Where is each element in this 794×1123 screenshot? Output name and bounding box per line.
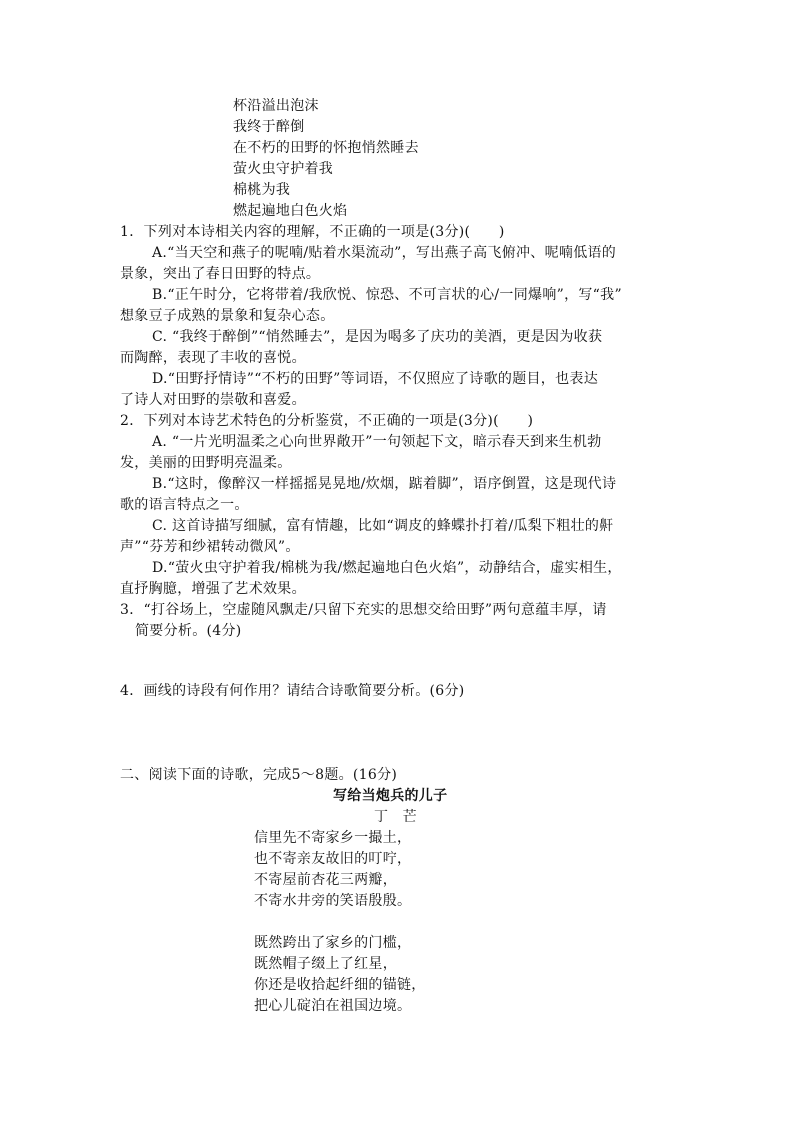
q1-option-d: D.“田野抒情诗”“不朽的田野”等词语，不仅照应了诗歌的题目，也表达 xyxy=(152,371,599,387)
poem-line: 你还是收拾起纤细的锚链， xyxy=(254,977,426,993)
section-2-heading: 二、阅读下面的诗歌，完成5～8题。(16分) xyxy=(120,767,398,783)
poem-line: 既然跨出了家乡的门槛， xyxy=(254,935,412,951)
poem-line: 把心儿碇泊在祖国边境。 xyxy=(254,998,412,1014)
poem-line: 信里先不寄家乡一撮土， xyxy=(254,830,412,846)
poem-line: 萤火虫守护着我 xyxy=(233,161,334,177)
q2-option-b: B.“这时，像醉汉一样摇摇晃晃地/炊烟，踮着脚”，语序倒置，这是现代诗 xyxy=(152,476,617,492)
poem-line: 我终于醉倒 xyxy=(233,119,305,135)
question-1-stem: 1．下列对本诗相关内容的理解，不正确的一项是(3分)( ) xyxy=(120,224,505,240)
poem-line: 也不寄亲友故旧的叮咛， xyxy=(254,851,412,867)
poem-author: 丁 芒 xyxy=(374,809,417,825)
q1-option-c-cont: 而陶醉，表现了丰收的喜悦。 xyxy=(120,350,306,366)
q1-option-a: A.“当天空和燕子的呢喃/贴着水渠流动”，写出燕子高飞俯冲、呢喃低语的 xyxy=(152,245,617,261)
question-3-stem: 3．“打谷场上，空虚随风飘走/只留下充实的思想交给田野”两句意蕴丰厚，请 xyxy=(120,602,607,618)
q2-option-c: C. 这首诗描写细腻，富有情趣，比如“调皮的蜂蝶扑打着/瓜梨下粗壮的鼾 xyxy=(152,518,614,534)
poem-line: 棉桃为我 xyxy=(233,182,291,198)
q1-option-b: B.“正午时分，它将带着/我欣悦、惊恐、不可言状的心/一同爆响”，写“我” xyxy=(152,287,622,303)
poem-line: 不寄屋前杏花三两瓣， xyxy=(254,872,397,888)
poem-line: 燃起遍地白色火焰 xyxy=(233,203,348,219)
q2-option-c-cont: 声”“芬芳和纱裙转动微风”。 xyxy=(120,539,300,555)
q1-option-d-cont: 了诗人对田野的崇敬和喜爱。 xyxy=(120,392,306,408)
poem-line: 在不朽的田野的怀抱悄然睡去 xyxy=(233,140,419,156)
question-2-stem: 2．下列对本诗艺术特色的分析鉴赏，不正确的一项是(3分)( ) xyxy=(120,413,534,429)
poem-line: 不寄水井旁的笑语殷殷。 xyxy=(254,893,412,909)
poem-title: 写给当炮兵的儿子 xyxy=(333,788,448,804)
question-3-stem-cont: 简要分析。(4分) xyxy=(135,623,242,639)
poem-line: 既然帽子缀上了红星， xyxy=(254,956,397,972)
poem-line: 杯沿溢出泡沫 xyxy=(233,98,319,114)
question-4-stem: 4．画线的诗段有何作用？请结合诗歌简要分析。(6分) xyxy=(120,683,465,699)
q2-option-a: A. “一片光明温柔之心向世界敞开”一句领起下文，暗示春天到来生机勃 xyxy=(152,434,602,450)
q1-option-c: C. “我终于醉倒”“悄然睡去”，是因为喝多了庆功的美酒，更是因为收获 xyxy=(152,329,603,345)
q2-option-d-cont: 直抒胸臆，增强了艺术效果。 xyxy=(120,581,306,597)
q2-option-a-cont: 发，美丽的田野明亮温柔。 xyxy=(120,455,292,471)
q2-option-d: D.“萤火虫守护着我/棉桃为我/燃起遍地白色火焰”，动静结合，虚实相生， xyxy=(152,560,622,576)
q2-option-b-cont: 歌的语言特点之一。 xyxy=(120,497,249,513)
q1-option-b-cont: 想象豆子成熟的景象和复杂心态。 xyxy=(120,308,335,324)
q1-option-a-cont: 景象，突出了春日田野的特点。 xyxy=(120,266,321,282)
